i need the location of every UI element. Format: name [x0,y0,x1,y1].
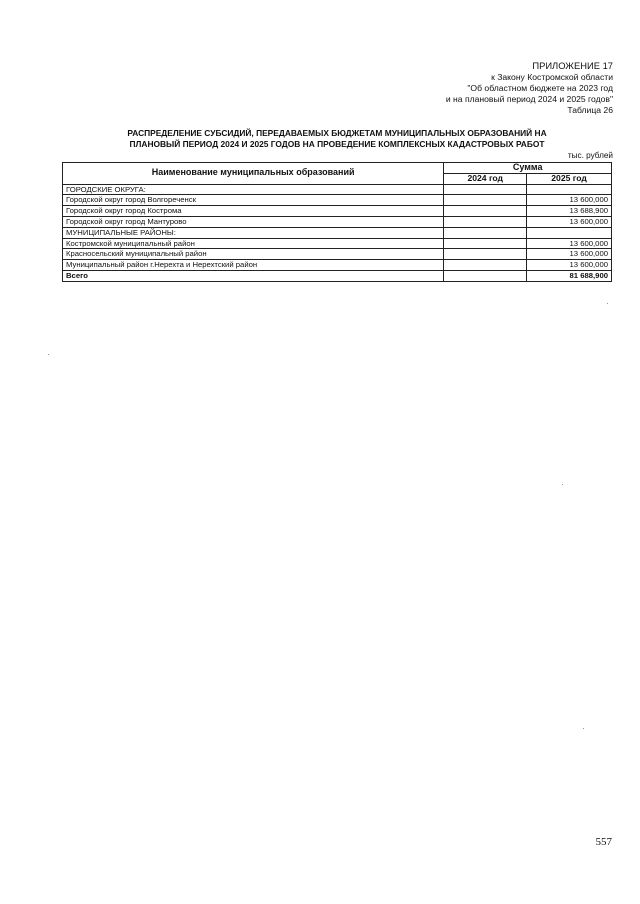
appendix-label: ПРИЛОЖЕНИЕ 17 [532,60,613,71]
scan-speck [607,303,608,304]
municipality-name: Муниципальный район г.Нерехта и Нерехтский район [63,260,444,271]
cell-2025 [527,184,612,195]
cell-2025: 13 600,000 [527,216,612,227]
total-2024 [444,270,527,281]
municipality-name: Городской округ город Волгореченск [63,195,444,206]
cell-2024 [444,184,527,195]
cell-2024 [444,249,527,260]
scan-speck [48,354,49,355]
cell-2024 [444,260,527,271]
page-number: 557 [595,836,612,848]
total-row [63,270,612,281]
table-row [63,195,612,206]
municipality-name: Городской округ город Кострома [63,206,444,217]
appendix-header [446,60,613,116]
table-row [63,238,612,249]
total-2025: 81 688,900 [527,270,612,281]
cell-2025 [527,227,612,238]
municipality-name: Костромской муниципальный район [63,238,444,249]
scan-speck [562,484,563,485]
cell-2024 [444,206,527,217]
cell-2025: 13 600,000 [527,249,612,260]
table-row [63,206,612,217]
table-row [63,249,612,260]
cell-2024 [444,238,527,249]
cell-2025: 13 688,900 [527,206,612,217]
municipality-name: Городской округ город Мантурово [63,216,444,227]
law-reference-line: к Закону Костромской области [491,71,613,82]
table-row [63,227,612,238]
law-title-line: "Об областном бюджете на 2023 год [467,82,613,93]
column-header-name: Наименование муниципальных образований [63,163,444,185]
column-header-2025: 2025 год [527,173,612,184]
document-title [62,128,612,150]
section-heading-municipal-districts: МУНИЦИПАЛЬНЫЕ РАЙОНЫ: [63,227,444,238]
total-label: Всего [63,270,444,281]
law-period-line: и на плановый период 2024 и 2025 годов" [445,94,613,104]
table-number: Таблица 26 [567,105,613,116]
cell-2025: 13 600,000 [527,238,612,249]
title-line-2: ПЛАНОВЫЙ ПЕРИОД 2024 И 2025 ГОДОВ НА ПРОВЕДЕНИЕ КОМПЛЕКСНЫХ КАДАСТРОВЫХ РАБОТ [129,139,545,150]
table-row [63,184,612,195]
table-row [63,260,612,271]
section-heading-urban-districts: ГОРОДСКИЕ ОКРУГА: [63,184,444,195]
cell-2024 [444,195,527,206]
scan-speck [583,728,584,729]
subsidy-table [62,162,612,282]
cell-2025: 13 600,000 [527,195,612,206]
units-label: тыс. рублей [567,151,613,160]
table-row [63,216,612,227]
column-header-2024: 2024 год [444,173,527,184]
title-line-1: РАСПРЕДЕЛЕНИЕ СУБСИДИЙ, ПЕРЕДАВАЕМЫХ БЮДЖЕТАМ МУНИЦИПАЛЬНЫХ ОБРАЗОВАНИЙ НА [127,128,547,138]
cell-2025: 13 600,000 [527,260,612,271]
column-header-sum: Сумма [444,163,612,174]
cell-2024 [444,227,527,238]
cell-2024 [444,216,527,227]
municipality-name: Красносельский муниципальный район [63,249,444,260]
